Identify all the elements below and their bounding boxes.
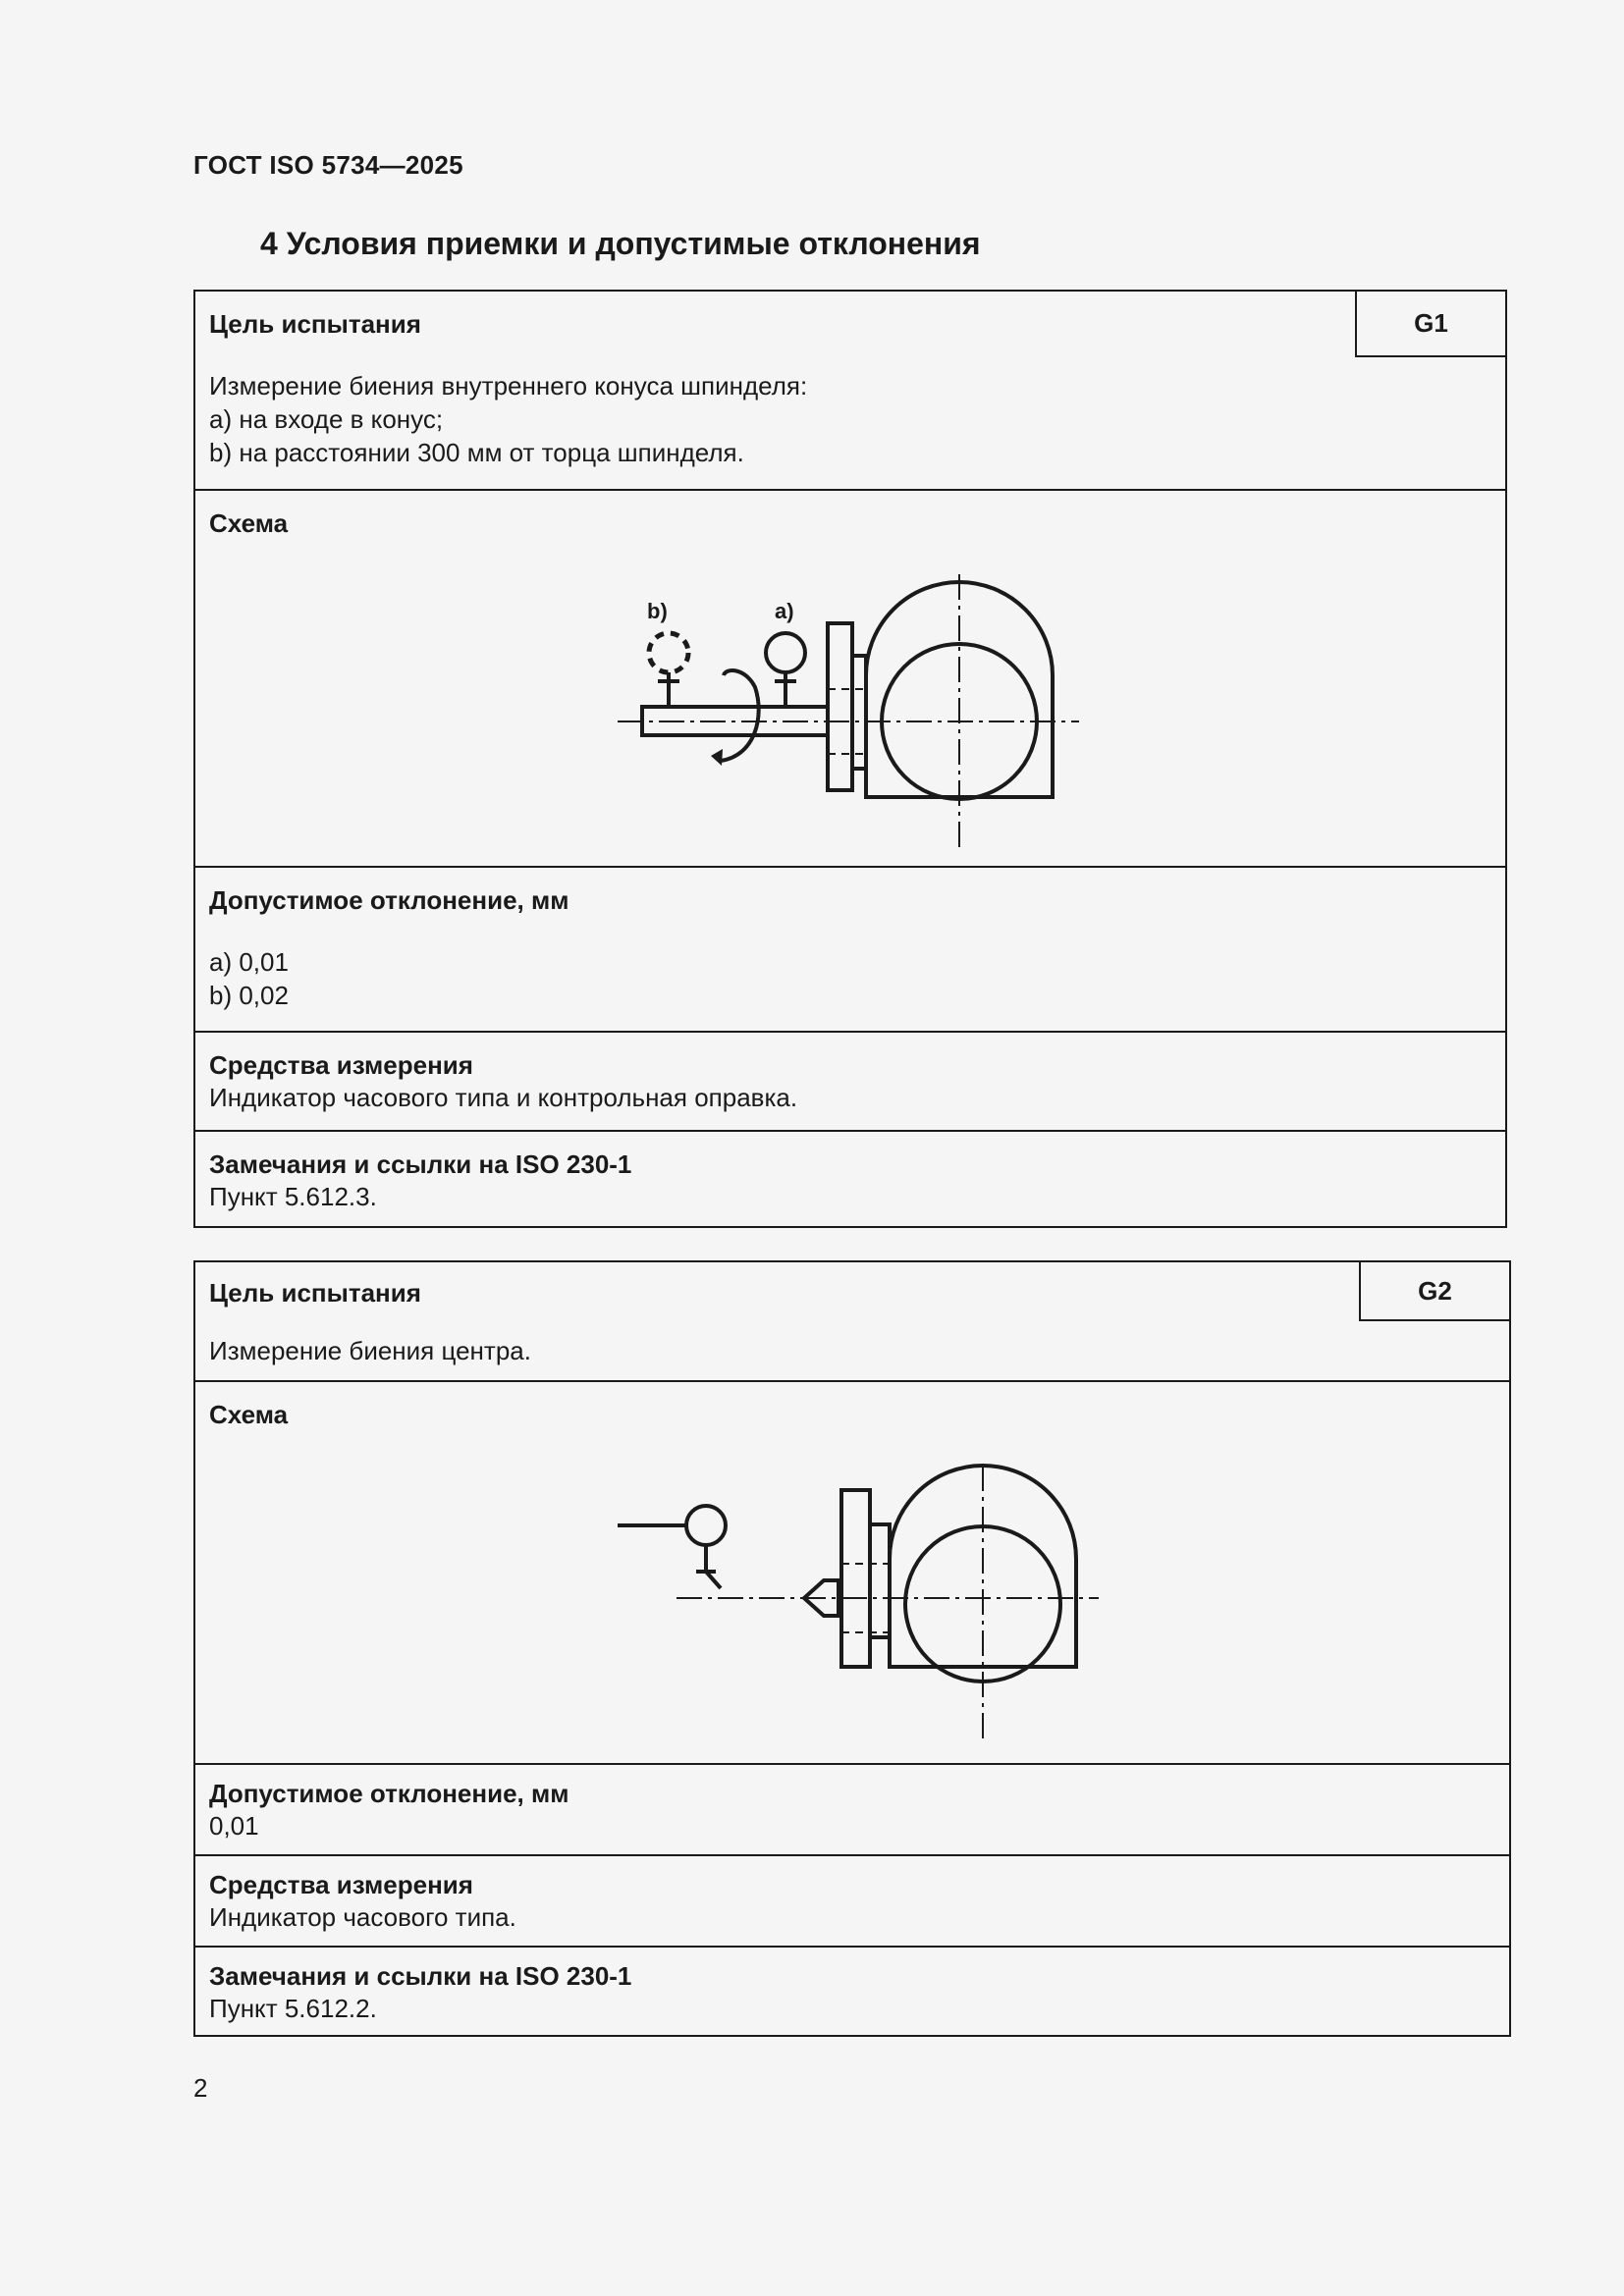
tolerance-line: 0,01: [209, 1811, 259, 1841]
instruments-text: Индикатор часового типа и контрольная оправка.: [209, 1083, 798, 1112]
indicator-b-label: b): [647, 599, 668, 623]
tolerance-label: Допустимое отклонение, мм: [209, 885, 569, 915]
instruments-section: [195, 1031, 1505, 1130]
document-code: ГОСТ ISO 5734—2025: [193, 150, 463, 180]
objective-line: a) на входе в конус;: [209, 404, 444, 434]
test-code-badge: G1: [1355, 290, 1507, 357]
test-card-g1: [193, 290, 1507, 1228]
remarks-label: Замечания и ссылки на ISO 230-1: [209, 1149, 632, 1179]
diagram-section: [195, 1380, 1509, 1763]
tolerance-line: b) 0,02: [209, 981, 289, 1010]
test-card-g2: [193, 1260, 1511, 2037]
remarks-text: Пункт 5.612.2.: [209, 1994, 377, 2023]
objective-section: [195, 292, 1505, 489]
tolerance-section: [195, 1763, 1509, 1854]
objective-line: b) на расстоянии 300 мм от торца шпинделя.: [209, 438, 744, 467]
remarks-text: Пункт 5.612.3.: [209, 1182, 377, 1211]
diagram-section: [195, 489, 1505, 866]
diagram-label: Схема: [209, 1400, 289, 1429]
tolerance-label: Допустимое отклонение, мм: [209, 1779, 569, 1808]
objective-line: Измерение биения центра.: [209, 1336, 531, 1365]
tolerance-values: [209, 1809, 1495, 1842]
section-title: 4 Условия приемки и допустимые отклонения: [260, 226, 981, 261]
test-code-badge: G2: [1359, 1260, 1511, 1321]
instruments-section: [195, 1854, 1509, 1946]
tolerance-values: [209, 945, 1491, 1012]
tolerance-line: a) 0,01: [209, 947, 289, 977]
objective-text: [209, 1334, 1495, 1367]
instruments-label: Средства измерения: [209, 1050, 473, 1080]
objective-label: Цель испытания: [209, 1278, 421, 1308]
center-runout-diagram: [618, 1461, 1305, 1755]
objective-line: Измерение биения внутреннего конуса шпинделя:: [209, 371, 808, 400]
remarks-section: [195, 1946, 1509, 2035]
objective-label: Цель испытания: [209, 309, 421, 339]
objective-section: [195, 1262, 1509, 1380]
objective-text: [209, 369, 1491, 469]
diagram-label: Схема: [209, 508, 289, 538]
remarks-label: Замечания и ссылки на ISO 230-1: [209, 1961, 632, 1991]
indicator-a-label: a): [775, 599, 794, 623]
instruments-label: Средства измерения: [209, 1870, 473, 1899]
page-number: 2: [193, 2073, 208, 2103]
remarks-section: [195, 1130, 1505, 1226]
instruments-text: Индикатор часового типа.: [209, 1902, 516, 1932]
tolerance-section: [195, 866, 1505, 1031]
spindle-taper-runout-diagram: [608, 569, 1295, 864]
